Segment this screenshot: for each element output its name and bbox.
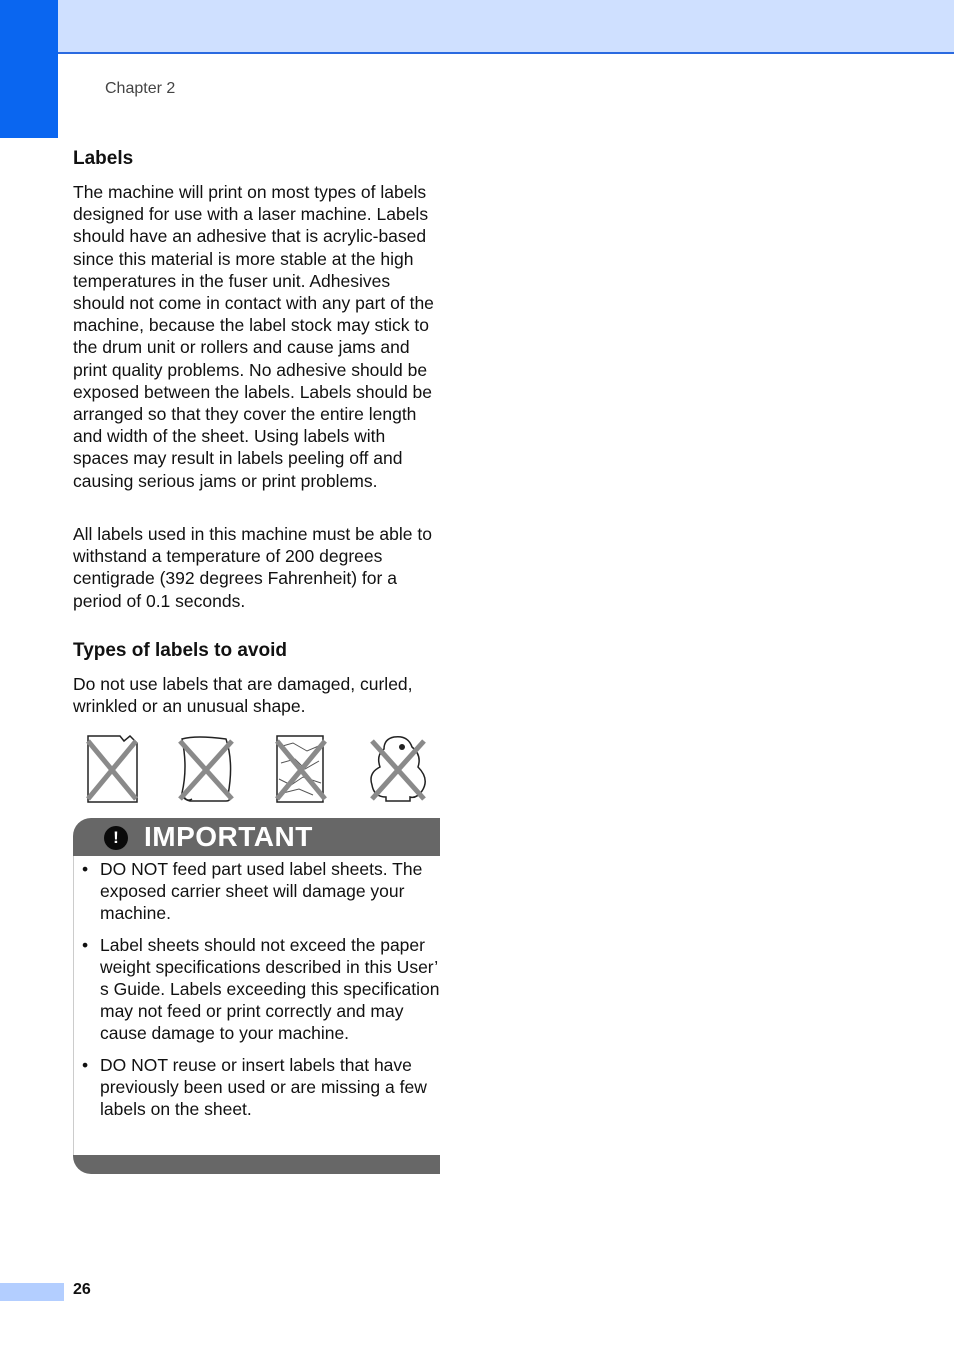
bullet-icon: •: [82, 934, 89, 955]
page-number: 26: [73, 1281, 91, 1298]
important-list: [82, 858, 442, 1129]
avoid-heading: Types of labels to avoid: [73, 640, 287, 661]
bullet-icon: •: [82, 1054, 89, 1075]
bullet-icon: •: [82, 859, 89, 879]
labels-heading: Labels: [73, 148, 134, 169]
exclamation-icon: !: [104, 826, 128, 850]
list-item: [82, 934, 442, 1045]
chapter-tab: [0, 0, 58, 138]
list-item: [82, 858, 442, 925]
footer-band: [0, 1283, 64, 1301]
unusual-shape-label-icon: [366, 733, 432, 805]
header-band: [58, 0, 954, 54]
wrinkled-label-icon: [273, 733, 333, 805]
labels-paragraph-1: The machine will print on most types of labels designed for use with a laser machine. Labels should have an adhesive that is acrylic-based since this material is more stable at the high temperatures in the fuser unit. Adhesives should not come in contact with any part of the machine, because the label stock may stick to the drum unit or rollers and cause jams and print quality problems. No adhesive should be exposed between the labels. Labels should be arranged so that they cover the entire length and width of the sheet. Using labels with spaces may result in labels peeling off and causing serious jams or print problems.: [73, 182, 434, 491]
curled-label-icon: [176, 733, 238, 805]
important-header: [73, 818, 440, 856]
important-item-text: Label sheets should not exceed the paper weight specifications described in this User’ s Guide. Labels exceeding this specification may not feed or print correctly and may cause damage to your machine.: [100, 934, 440, 1044]
important-footer: [73, 1155, 440, 1174]
avoid-paragraph: Do not use labels that are damaged, curled, wrinkled or an unusual shape.: [73, 674, 413, 717]
label-examples: [80, 733, 440, 805]
important-title: IMPORTANT: [144, 821, 313, 852]
chapter-label: Chapter 2: [105, 80, 176, 97]
important-item-text: DO NOT feed part used label sheets. The exposed carrier sheet will damage your machine.: [100, 859, 423, 924]
important-border: [73, 856, 74, 1156]
important-item-text: DO NOT reuse or insert labels that have previously been used or are missing a few labels on the sheet.: [100, 1054, 427, 1120]
labels-paragraph-2: All labels used in this machine must be able to withstand a temperature of 200 degrees centigrade (392 degrees Fahrenheit) for a period of 0.1 seconds.: [73, 524, 432, 611]
damaged-label-icon: [84, 733, 142, 805]
list-item: [82, 1054, 442, 1121]
